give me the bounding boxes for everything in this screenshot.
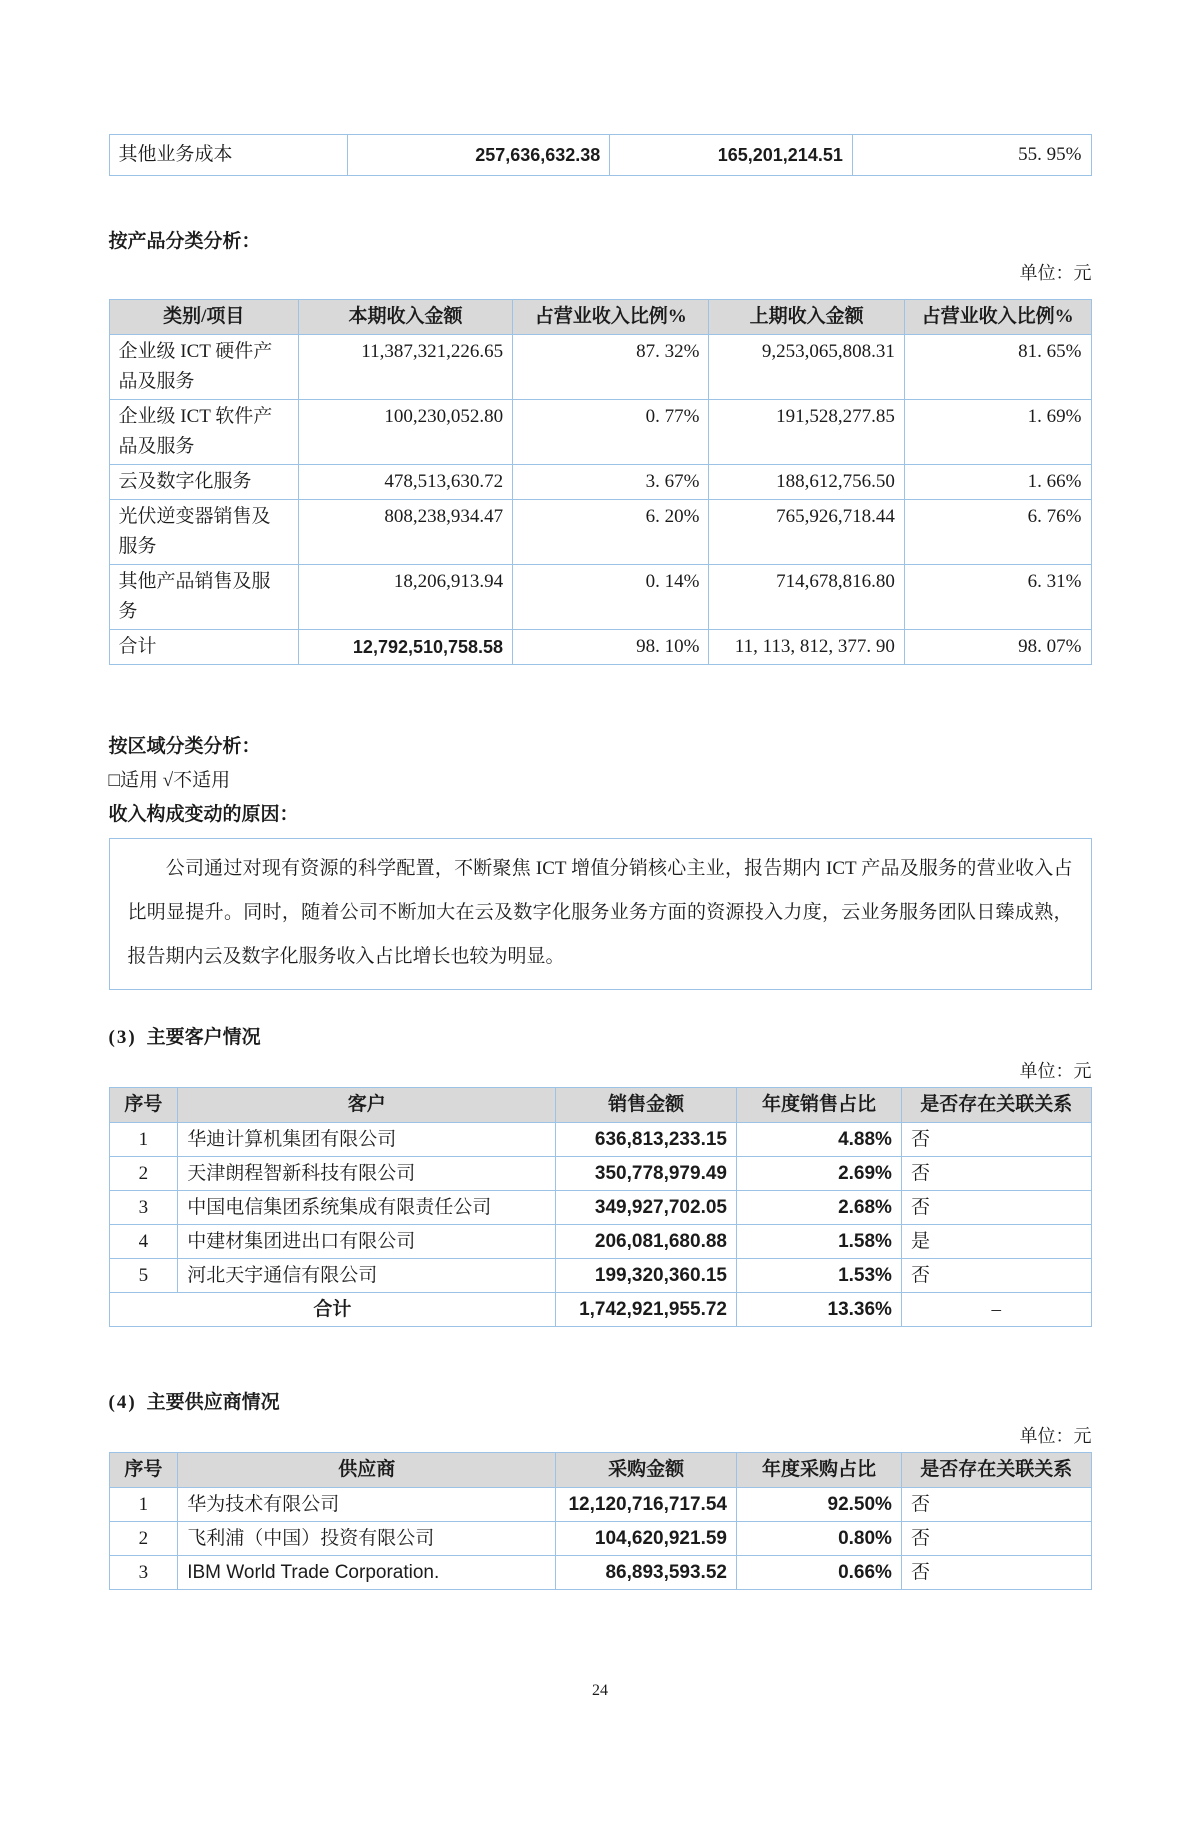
cell-current-revenue: 100,230,052.80 — [299, 400, 513, 465]
cell-related-party: 否 — [901, 1157, 1091, 1191]
col-prior-revenue: 上期收入金额 — [709, 300, 904, 335]
cell-current-revenue: 11,387,321,226.65 — [299, 335, 513, 400]
product-analysis-heading: 按产品分类分析： — [108, 231, 261, 252]
cell-current-revenue: 808,238,934.47 — [299, 500, 513, 565]
cell-prior-pct: 1. 69% — [904, 400, 1091, 465]
cell-related-party: 否 — [901, 1259, 1091, 1293]
cell-sales-amount: 199,320,360.15 — [556, 1259, 737, 1293]
cell-prior-revenue: 188,612,756.50 — [709, 465, 904, 500]
revenue-change-reason-box — [109, 838, 1092, 990]
cell-prior-pct: 1. 66% — [904, 465, 1091, 500]
cell-purchase-amount: 86,893,593.52 — [556, 1556, 737, 1590]
total-sales-pct: 13.36% — [736, 1293, 901, 1327]
table-total-row — [109, 1293, 1091, 1327]
cell-related-party: 否 — [901, 1488, 1091, 1522]
cell-purchase-pct: 0.80% — [736, 1522, 901, 1556]
cell-sales-amount: 349,927,702.05 — [556, 1191, 737, 1225]
cell-related-party: 否 — [901, 1191, 1091, 1225]
table-row — [109, 400, 1091, 465]
cost-label: 其他业务成本 — [109, 135, 348, 176]
cell-related-party: 否 — [901, 1556, 1091, 1590]
cell-sales-pct: 1.53% — [736, 1259, 901, 1293]
cell-sales-pct: 1.58% — [736, 1225, 901, 1259]
unit-label: 单位：元 — [1019, 1426, 1092, 1446]
page-number: 24 — [592, 1682, 608, 1699]
revenue-change-reason-heading: 收入构成变动的原因： — [108, 804, 299, 825]
cell-current-revenue: 18,206,913.94 — [299, 565, 513, 630]
table-row — [109, 1488, 1091, 1522]
cell-current-pct: 0. 14% — [513, 565, 709, 630]
table-total-row — [109, 630, 1091, 665]
region-analysis-heading: 按区域分类分析： — [108, 736, 261, 757]
applicability-line: □适用 √不适用 — [108, 770, 231, 791]
product-revenue-table — [109, 299, 1092, 665]
change-percent: 55. 95% — [852, 135, 1091, 176]
cell-category: 企业级 ICT 硬件产品及服务 — [109, 335, 299, 400]
cell-index: 2 — [109, 1522, 178, 1556]
cell-index: 1 — [109, 1488, 178, 1522]
cell-category: 云及数字化服务 — [109, 465, 299, 500]
cell-sales-pct: 4.88% — [736, 1123, 901, 1157]
col-current-revenue: 本期收入金额 — [299, 300, 513, 335]
col-sales-amount: 销售金额 — [556, 1088, 737, 1123]
table-row — [109, 1157, 1091, 1191]
cell-purchase-pct: 92.50% — [736, 1488, 901, 1522]
total-label: 合计 — [109, 1293, 556, 1327]
current-amount: 257,636,632.38 — [348, 135, 610, 176]
cell-prior-revenue: 765,926,718.44 — [709, 500, 904, 565]
col-related-party: 是否存在关联关系 — [901, 1453, 1091, 1488]
section-number: (3) — [108, 1027, 137, 1048]
cell-customer: 中国电信集团系统集成有限责任公司 — [178, 1191, 556, 1225]
cell-prior-revenue: 191,528,277.85 — [709, 400, 904, 465]
table-header-row — [109, 1088, 1091, 1123]
cell-prior-pct: 6. 76% — [904, 500, 1091, 565]
col-purchase-pct: 年度采购占比 — [736, 1453, 901, 1488]
cell-prior-revenue: 9,253,065,808.31 — [709, 335, 904, 400]
table-row — [109, 335, 1091, 400]
major-customers-table — [109, 1087, 1092, 1327]
cell-related-party: 是 — [901, 1225, 1091, 1259]
cell-prior-revenue: 714,678,816.80 — [709, 565, 904, 630]
cell-index: 2 — [109, 1157, 178, 1191]
total-current-pct: 98. 10% — [513, 630, 709, 665]
table-header-row — [109, 300, 1091, 335]
cell-supplier: 华为技术有限公司 — [178, 1488, 556, 1522]
col-prior-pct: 占营业收入比例% — [904, 300, 1091, 335]
cell-current-pct: 0. 77% — [513, 400, 709, 465]
total-current-revenue: 12,792,510,758.58 — [299, 630, 513, 665]
col-category: 类别/项目 — [109, 300, 299, 335]
total-related-party: – — [901, 1293, 1091, 1327]
major-suppliers-table — [109, 1452, 1092, 1590]
table-row — [109, 135, 1091, 176]
cell-index: 3 — [109, 1556, 178, 1590]
cell-sales-amount: 206,081,680.88 — [556, 1225, 737, 1259]
cell-category: 企业级 ICT 软件产品及服务 — [109, 400, 299, 465]
cell-index: 1 — [109, 1123, 178, 1157]
cell-customer: 天津朗程智新科技有限公司 — [178, 1157, 556, 1191]
section-title: 主要供应商情况 — [146, 1392, 280, 1413]
cell-purchase-pct: 0.66% — [736, 1556, 901, 1590]
cell-sales-pct: 2.68% — [736, 1191, 901, 1225]
col-supplier: 供应商 — [178, 1453, 556, 1488]
cell-supplier: 飞利浦（中国）投资有限公司 — [178, 1522, 556, 1556]
cell-sales-amount: 636,813,233.15 — [556, 1123, 737, 1157]
total-label: 合计 — [109, 630, 299, 665]
total-sales-amount: 1,742,921,955.72 — [556, 1293, 737, 1327]
col-current-pct: 占营业收入比例% — [513, 300, 709, 335]
table-row — [109, 465, 1091, 500]
unit-label: 单位：元 — [1019, 1061, 1092, 1081]
cell-customer: 华迪计算机集团有限公司 — [178, 1123, 556, 1157]
cell-current-revenue: 478,513,630.72 — [299, 465, 513, 500]
cell-current-pct: 3. 67% — [513, 465, 709, 500]
cell-sales-amount: 350,778,979.49 — [556, 1157, 737, 1191]
prior-amount: 165,201,214.51 — [610, 135, 853, 176]
cell-index: 3 — [109, 1191, 178, 1225]
section-title: 主要客户情况 — [146, 1027, 261, 1048]
col-sales-pct: 年度销售占比 — [736, 1088, 901, 1123]
cell-related-party: 否 — [901, 1123, 1091, 1157]
suppliers-heading — [109, 1387, 1092, 1414]
cell-supplier: IBM World Trade Corporation. — [178, 1556, 556, 1590]
table-row — [109, 1556, 1091, 1590]
col-customer: 客户 — [178, 1088, 556, 1123]
reason-paragraph: 公司通过对现有资源的科学配置，不断聚焦 ICT 增值分销核心主业，报告期内 ICT 产品及服务的营业收入占比明显提升。同时，随着公司不断加大在云及数字化服务业务方面的资源投入力度，云业务服务团队日臻成熟，报告期内云及数字化服务收入占比增长也较为明显。 — [127, 858, 1073, 967]
cell-customer: 河北天宇通信有限公司 — [178, 1259, 556, 1293]
cell-index: 5 — [109, 1259, 178, 1293]
total-prior-pct: 98. 07% — [904, 630, 1091, 665]
table-row — [109, 1225, 1091, 1259]
table-row — [109, 1191, 1091, 1225]
cell-sales-pct: 2.69% — [736, 1157, 901, 1191]
cell-prior-pct: 81. 65% — [904, 335, 1091, 400]
section-number: (4) — [108, 1392, 137, 1413]
cell-customer: 中建材集团进出口有限公司 — [178, 1225, 556, 1259]
table-row — [109, 565, 1091, 630]
unit-label: 单位：元 — [1019, 263, 1092, 283]
col-purchase-amount: 采购金额 — [556, 1453, 737, 1488]
other-business-cost-table — [109, 134, 1092, 176]
cell-category: 光伏逆变器销售及服务 — [109, 500, 299, 565]
cell-current-pct: 6. 20% — [513, 500, 709, 565]
cell-purchase-amount: 104,620,921.59 — [556, 1522, 737, 1556]
col-index: 序号 — [109, 1088, 178, 1123]
col-index: 序号 — [109, 1453, 178, 1488]
col-related-party: 是否存在关联关系 — [901, 1088, 1091, 1123]
table-row — [109, 500, 1091, 565]
table-header-row — [109, 1453, 1091, 1488]
cell-related-party: 否 — [901, 1522, 1091, 1556]
table-row — [109, 1123, 1091, 1157]
table-row — [109, 1259, 1091, 1293]
total-prior-revenue: 11, 113, 812, 377. 90 — [709, 630, 904, 665]
document-page — [109, 134, 1092, 1590]
cell-category: 其他产品销售及服务 — [109, 565, 299, 630]
cell-purchase-amount: 12,120,716,717.54 — [556, 1488, 737, 1522]
cell-index: 4 — [109, 1225, 178, 1259]
cell-current-pct: 87. 32% — [513, 335, 709, 400]
customers-heading — [109, 1022, 1092, 1049]
cell-prior-pct: 6. 31% — [904, 565, 1091, 630]
table-row — [109, 1522, 1091, 1556]
